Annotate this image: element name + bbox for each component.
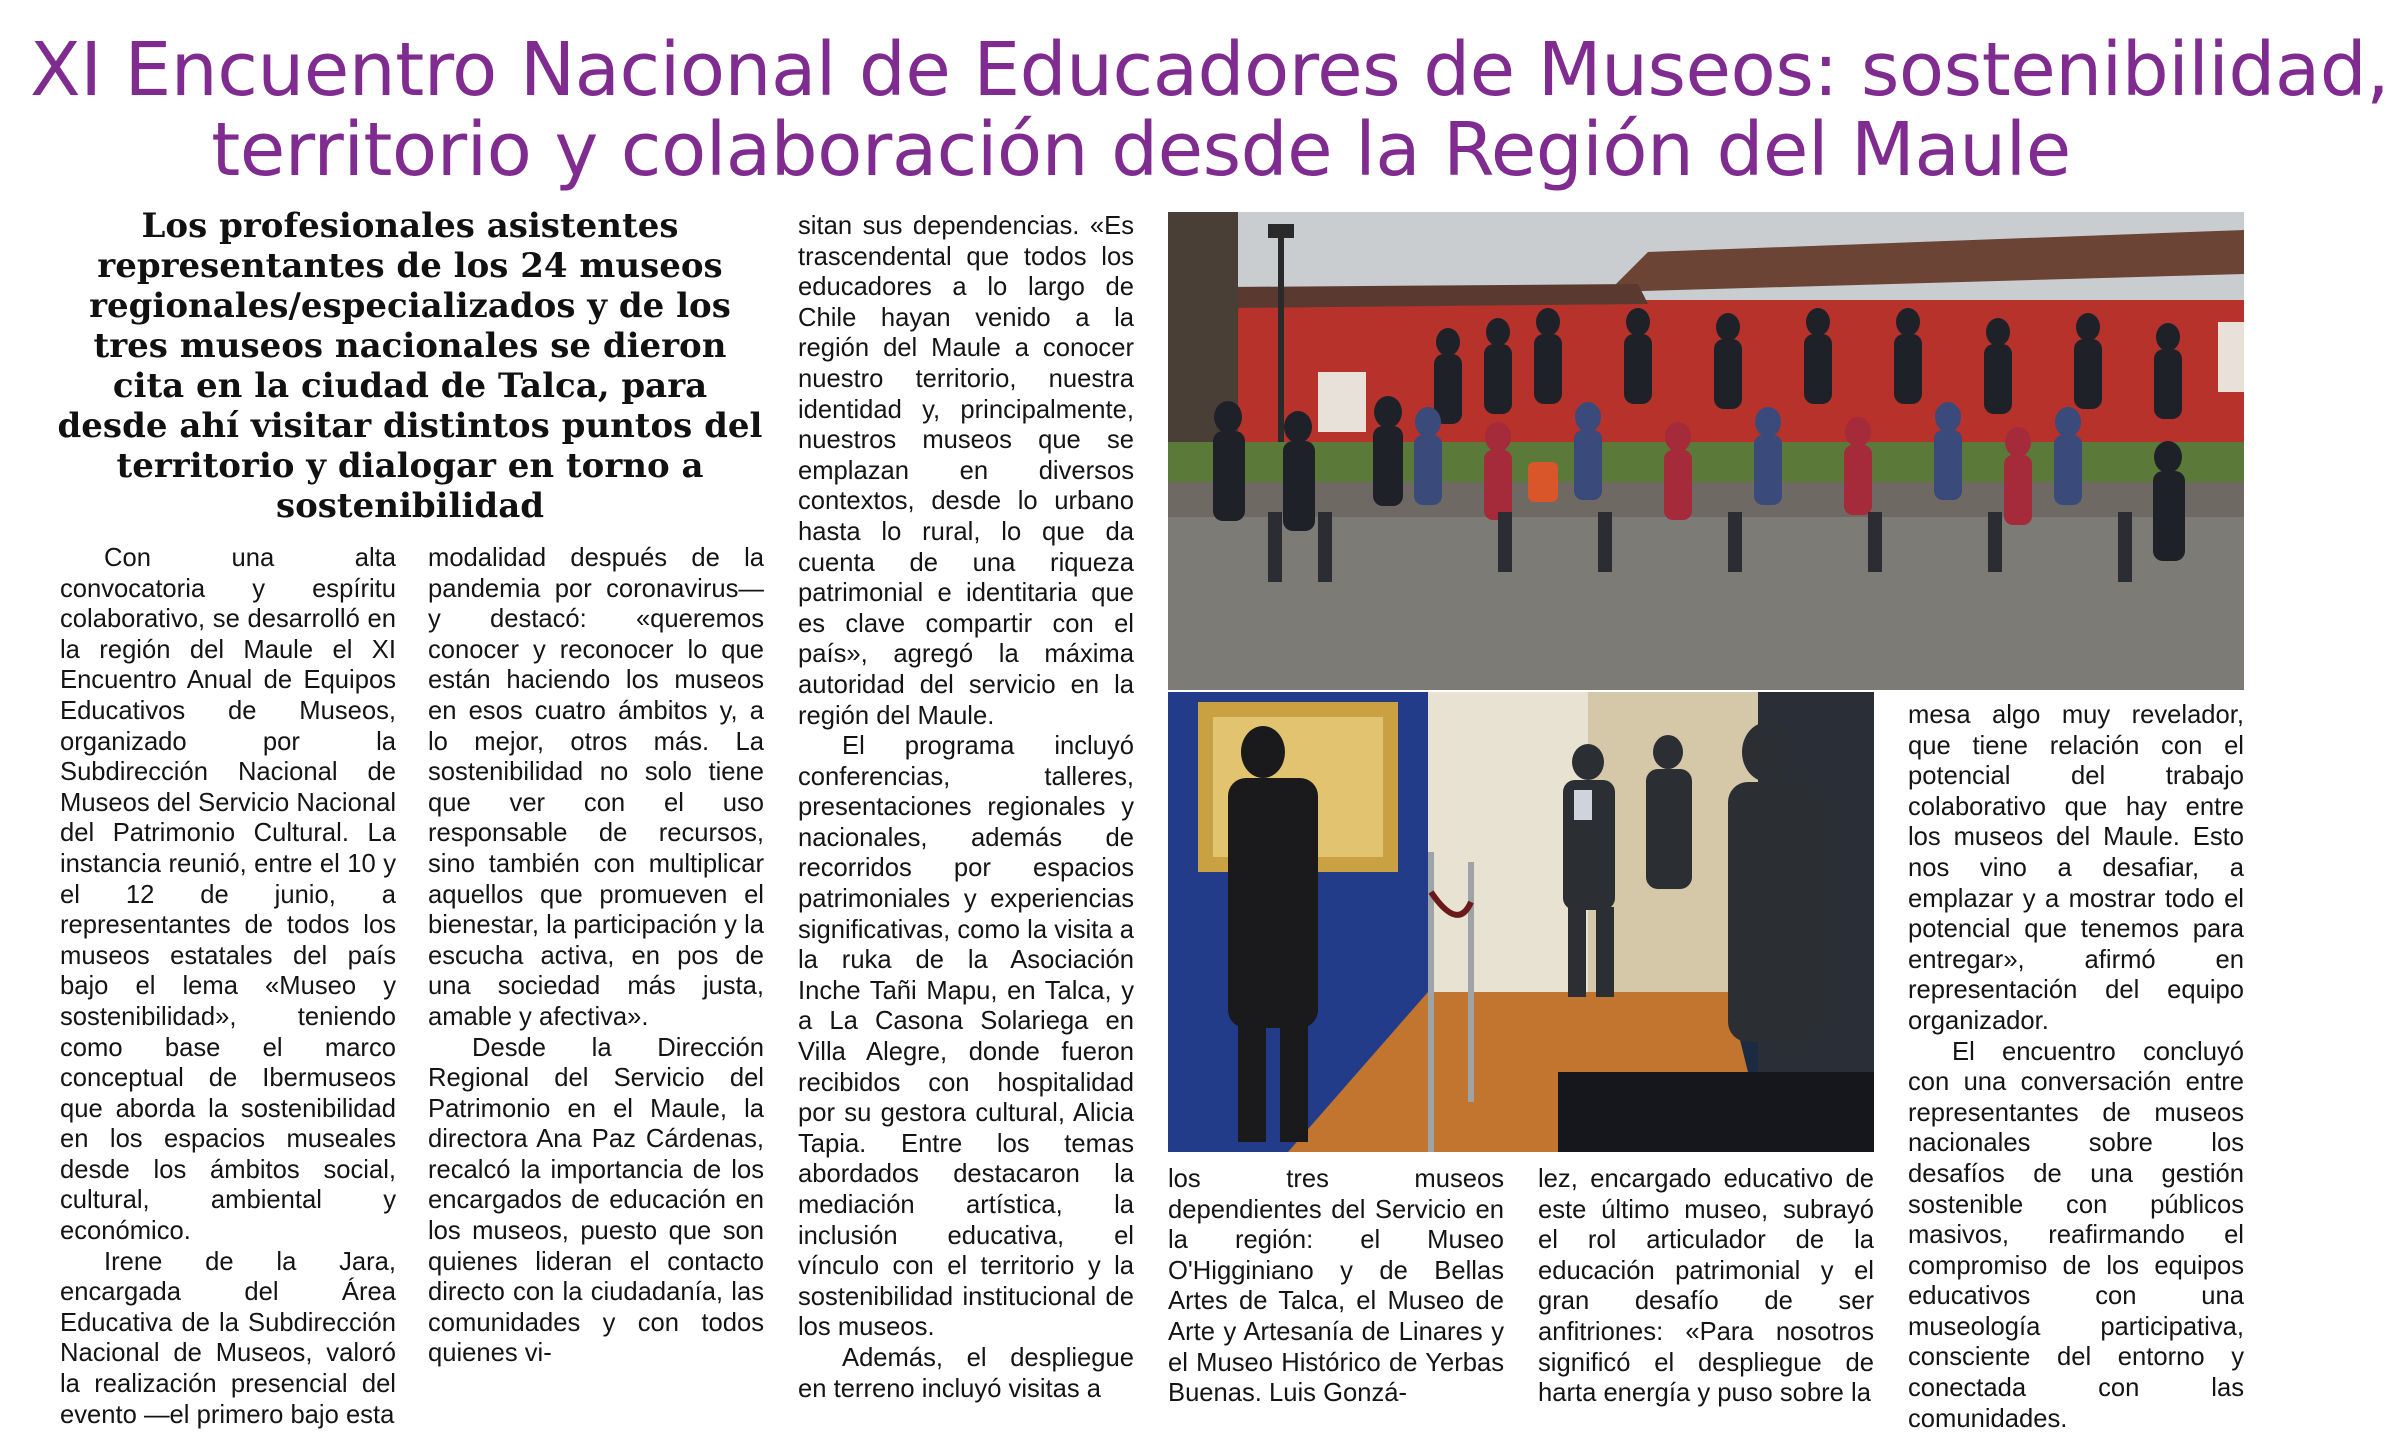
- headline-line-1: XI Encuentro Nacional de Educadores de Museos: sostenibilidad,: [30, 27, 2389, 113]
- headline: [30, 27, 2389, 193]
- paragraph: Con una alta convocatoria y espíritu colaborativo, se desarrolló en la región del Maule el XI Encuentro Anual de Equipos Educativos de Museos, organizado por la Subdirección Nacional de Museos del Servicio Nacional del Patrimonio Cultural. La instancia reunió, entre el 10 y el 12 de junio, a representantes de todos los museos estatales del país bajo el lema «Museo y sostenibilidad», teniendo como base el marco conceptual de Ibermuseos que aborda la sostenibilidad en los espacios museales desde los ámbitos social, cultural, ambiental y económico.: [60, 544, 396, 1246]
- group-photo-illustration: [1168, 212, 2244, 690]
- article-column-2: [428, 543, 764, 1409]
- lead-paragraph: Los profesionales asistentes representantes de los 24 museos regionales/especializados y de los tres museos nacionales se dieron cita en la ciudad de Talca, para desde ahí visitar distintos puntos del territorio y dialogar en torno a sostenibilidad: [57, 206, 763, 526]
- group-photo: [1168, 212, 2244, 690]
- paragraph: El encuentro concluyó con una conversación entre representantes de museos nacionales sobre los desafíos de una gestión sostenible con públicos masivos, reafirmando el compromiso de los equipos educativos con una museología participativa, consciente del entorno y conectada con las comunidades.: [1908, 1037, 2244, 1433]
- article-column-6: [1908, 700, 2244, 1433]
- headline-line-2: territorio y colaboración desde la Región del Maule: [211, 107, 2071, 193]
- paragraph: mesa algo muy revelador, que tiene relación con el potencial del trabajo colaborativo que hay entre los museos del Maule. Esto nos vino a desafiar, a emplazar y a mostrar todo el potencial que tenemos para entregar», afirmó en representación del equipo organizador.: [1908, 701, 2244, 1035]
- paragraph: los tres museos dependientes del Servicio en la región: el Museo O'Higginiano y de Bellas Artes de Talca, el Museo de Arte y Artesanía de Linares y el Museo Histórico de Yerbas Buenas. Luis Gonzá-: [1168, 1165, 1504, 1408]
- paragraph: modalidad después de la pandemia por coronavirus— y destacó: «queremos conocer y reconocer lo que están haciendo los museos en esos cuatro ámbitos y, a lo mejor, otros más. La sostenibilidad no solo tiene que ver con el uso responsable de recursos, sino también con multiplicar aquellos que promueven el bienestar, la participación y la escucha activa, en pos de una sociedad más justa, amable y afectiva».: [428, 544, 764, 1031]
- museum-visit-illustration: [1168, 692, 1874, 1152]
- article-column-5: [1538, 1164, 1874, 1409]
- article-column-4: [1168, 1164, 1504, 1409]
- museum-visit-photo: [1168, 692, 1874, 1152]
- paragraph: sitan sus dependencias. «Es trascendental que todos los educadores a lo largo de Chile hayan venido a la región del Maule a conocer nuestro territorio, nuestra identidad y, principalmente, nuestros museos que se emplazan en diversos contextos, desde lo urbano hasta lo rural, lo que da cuenta de una riqueza patrimonial e identitaria que es clave compartir con el país», agregó la máxima autoridad del servicio en la región del Maule.: [798, 212, 1134, 730]
- paragraph: Desde la Dirección Regional del Servicio del Patrimonio en el Maule, la directora Ana Paz Cárdenas, recalcó la importancia de los encargados de educación en los museos, puesto que son quienes lideran el contacto directo con la ciudadanía, las comunidades y con todos quienes vi-: [428, 1033, 764, 1368]
- paragraph: Irene de la Jara, encargada del Área Educativa de la Subdirección Nacional de Museos, valoró la realización presencial del evento —el primero bajo esta: [60, 1247, 396, 1429]
- paragraph: lez, encargado educativo de este último museo, subrayó el rol articulador de la educación patrimonial y el gran desafío de ser anfitriones: «Para nosotros significó el despliegue de harta energía y puso sobre la: [1538, 1165, 1874, 1408]
- article-column-1: [60, 543, 396, 1429]
- article-column-3: [798, 211, 1134, 1409]
- paragraph: Además, el despliegue en terreno incluyó visitas a: [798, 1343, 1134, 1403]
- paragraph: El programa incluyó conferencias, talleres, presentaciones regionales y nacionales, además de recorridos por espacios patrimoniales y experiencias significativas, como la visita a la ruka de la Asociación Inche Tañi Mapu, en Talca, y a La Casona Solariega en Villa Alegre, donde fueron recibidos con hospitalidad por su gestora cultural, Alicia Tapia. Entre los temas abordados destacaron la mediación artística, la inclusión educativa, el vínculo con el territorio y la sostenibilidad institucional de los museos.: [798, 732, 1134, 1342]
